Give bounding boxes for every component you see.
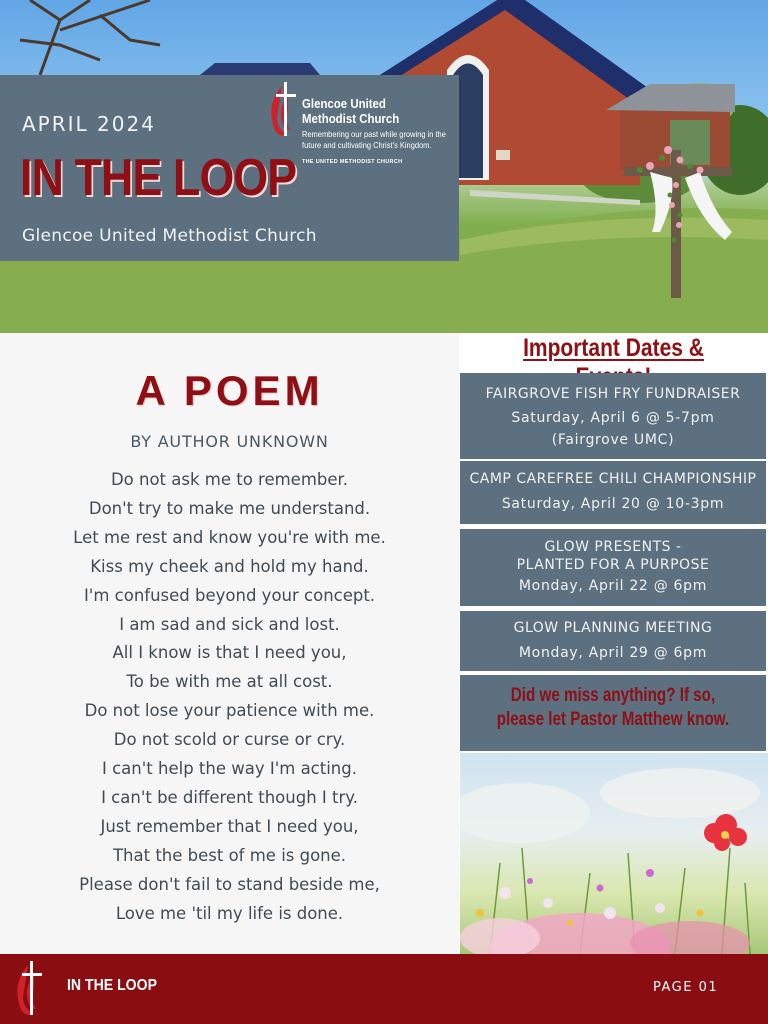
- footer-title: IN THE LOOP: [67, 977, 157, 994]
- event-title: FAIRGROVE FISH FRY FUNDRAISER: [485, 386, 741, 402]
- poem-line: Love me 'til my life is done.: [115, 903, 344, 923]
- poem-line: To be with me at all cost.: [126, 672, 333, 692]
- event-card-glow-planning: [460, 611, 766, 671]
- cross-and-flame-icon: [14, 961, 44, 1019]
- spring-wildflowers-photo: [460, 753, 768, 954]
- poem-body: [0, 466, 459, 929]
- event-card-chili-championship: [460, 461, 766, 524]
- newsletter-subtitle: Glencoe United Methodist Church: [22, 226, 317, 246]
- poem-line: I am sad and sick and lost.: [119, 614, 340, 634]
- logo-church-name: Glencoe United Methodist Church: [302, 96, 400, 126]
- poem-line: Let me rest and know you're with me.: [73, 527, 386, 547]
- event-detail: Monday, April 22 @ 6pm: [518, 578, 708, 594]
- event-detail: Saturday, April 20 @ 10-3pm: [501, 496, 725, 512]
- event-card-glow-presents: [460, 529, 766, 606]
- issue-date: APRIL 2024: [22, 112, 156, 136]
- poem-title: A POEM: [135, 367, 324, 414]
- page-number: PAGE 01: [653, 980, 719, 995]
- newsletter-title: IN THE LOOP: [20, 149, 297, 207]
- poem-line: I'm confused beyond your concept.: [83, 585, 376, 605]
- poem-line: All I know is that I need you,: [112, 643, 347, 663]
- poem-author: BY AUTHOR UNKNOWN: [130, 432, 329, 451]
- poem-line: Just remember that I need you,: [100, 816, 359, 836]
- poem-line: I can't help the way I'm acting.: [102, 759, 357, 779]
- poem-line: Do not scold or curse or cry.: [113, 730, 346, 750]
- event-detail: Monday, April 29 @ 6pm: [518, 645, 708, 661]
- poem-line: That the best of me is gone.: [112, 845, 347, 865]
- wildflowers-scene: [460, 753, 768, 954]
- church-logo: [268, 80, 458, 170]
- logo-tagline: Remembering our past while growing in the future and cultivating Christ's Kingdom.: [302, 129, 446, 150]
- poem-line: Please don't fail to stand beside me,: [79, 874, 380, 894]
- events-heading: Important Dates &: [523, 334, 704, 362]
- poem-line: Don't try to make me understand.: [88, 498, 371, 518]
- event-title: CAMP CAREFREE CHILI CHAMPIONSHIP: [469, 471, 757, 487]
- poem-line: I can't be different though I try.: [101, 787, 358, 807]
- missed-events-note: Did we miss anything? If so, please let Pastor Matthew know.: [496, 685, 730, 730]
- poem-line: Do not lose your patience with me.: [84, 701, 375, 721]
- event-title: GLOW PLANNING MEETING: [513, 620, 713, 636]
- event-title: GLOW PRESENTS - PLANTED FOR A PURPOSE: [516, 539, 710, 573]
- event-detail: Saturday, April 6 @ 5-7pm (Fairgrove UMC): [511, 410, 715, 448]
- poem-line: Kiss my cheek and hold my hand.: [90, 556, 369, 576]
- poem-line: Do not ask me to remember.: [110, 470, 349, 489]
- cross-and-flame-icon: [268, 82, 298, 140]
- event-card-fish-fry: [460, 373, 766, 459]
- logo-denomination: THE UNITED METHODIST CHURCH: [302, 159, 403, 165]
